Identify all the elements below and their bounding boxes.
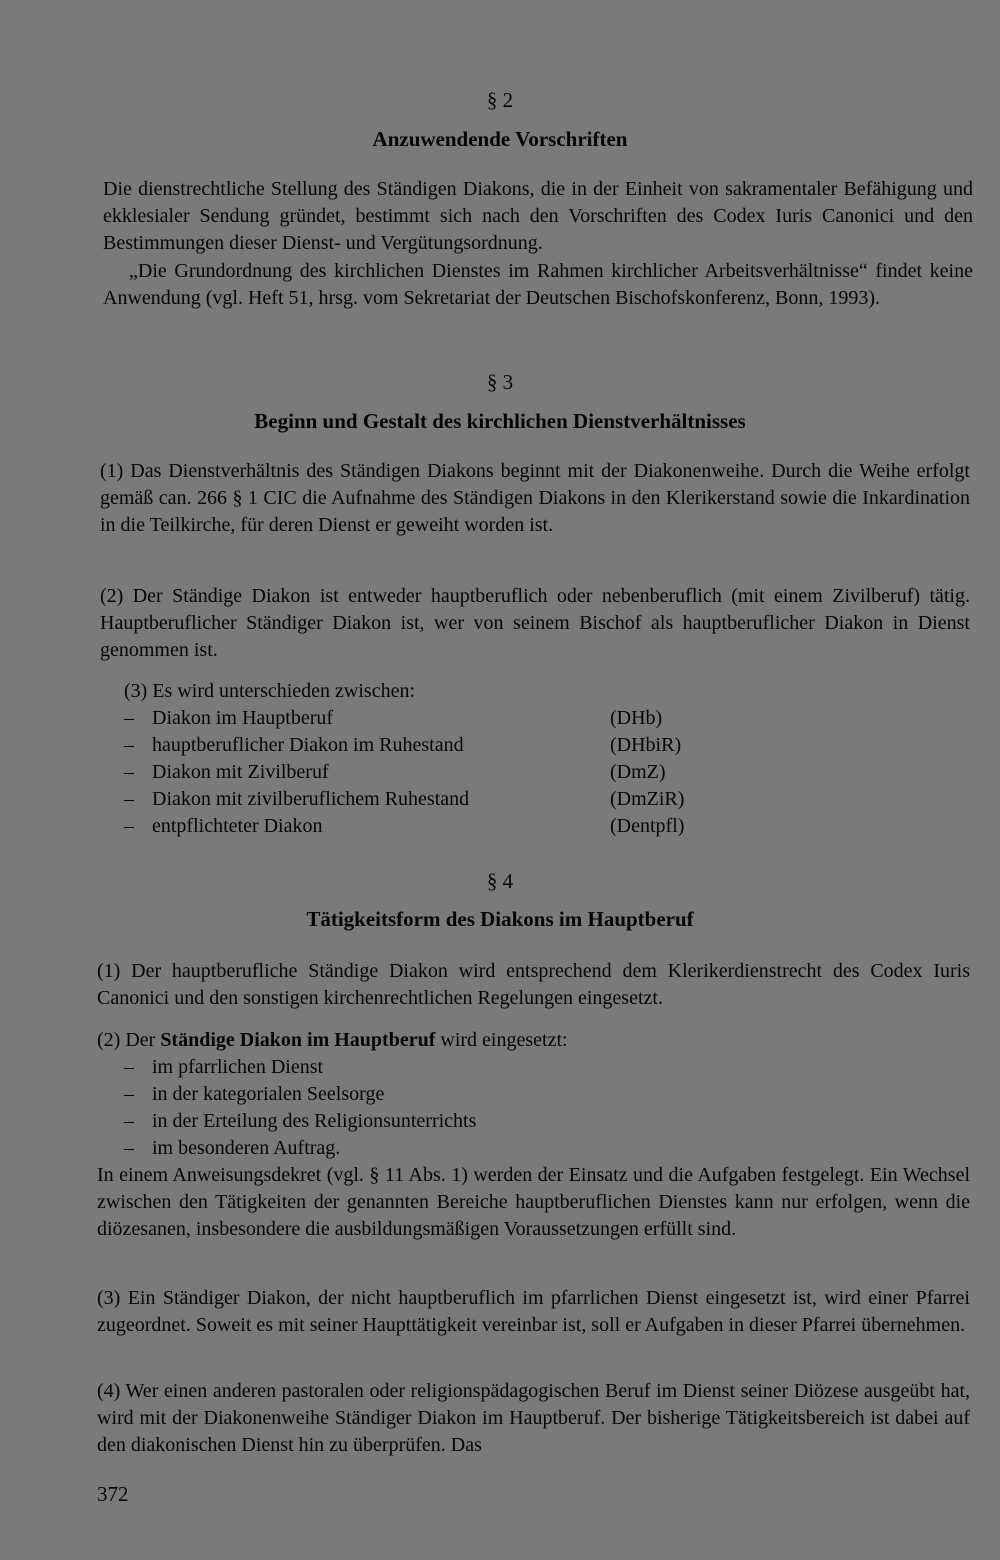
list-dash: – — [124, 788, 134, 810]
paragraph: (1) Das Dienstverhältnis des Ständigen Diakons beginnt mit der Diakonenweihe. Durch die Weihe erfolgt gemäß can. 266 § 1 CIC die Aufnahme des Ständigen Diakons in den Klerikerstand sowie die Inkardination in die Teilkirche, für deren Dienst er geweiht worden ist. — [100, 460, 970, 537]
paragraph: (1) Der hauptberufliche Ständige Diakon wird entsprechend dem Klerikerdienstrecht des Codex Iuris Canonici und den sonstigen kirchenrechtlichen Regelungen eingesetzt. — [97, 960, 970, 1010]
paragraph: Die dienstrechtliche Stellung des Ständigen Diakons, die in der Einheit von sakramentaler Befähigung und ekklesialer Sendung gründet, bestimmt sich nach den Vorschriften des Codex Iuris Canonici und den Bestimmungen dieser Dienst- und Vergütungsordnung. — [103, 178, 973, 255]
paragraph: „Die Grundordnung des kirchlichen Dienstes im Rahmen kirchlicher Arbeitsverhältnisse“ findet keine Anwendung (vgl. Heft 51, hrsg. vom Sekretariat der Deutschen Bischofskonferenz, Bonn, 1993). — [103, 259, 973, 309]
paragraph-text: wird eingesetzt: — [435, 1029, 568, 1051]
list-item-label: in der kategorialen Seelsorge — [152, 1083, 385, 1105]
section-title: Tätigkeitsform des Diakons im Hauptberuf — [306, 907, 694, 931]
list-item-label: im pfarrlichen Dienst — [152, 1056, 324, 1078]
emphasis-text: Ständige Diakon im Hauptberuf — [160, 1029, 436, 1051]
list-dash: – — [124, 707, 134, 729]
list-item-label: hauptberuflicher Diakon im Ruhestand — [152, 734, 464, 756]
section-body — [103, 176, 973, 312]
list-item-label: im besonderen Auftrag. — [152, 1137, 341, 1159]
list-item-abbreviation: (DHb) — [610, 707, 663, 729]
list-item-label: Diakon mit zivilberuflichem Ruhestand — [152, 788, 470, 810]
list-item-abbreviation: (DmZiR) — [610, 788, 685, 810]
list-item-label: in der Erteilung des Religionsunterrichts — [152, 1110, 477, 1132]
list-dash: – — [124, 1056, 134, 1078]
section-title: Beginn und Gestalt des kirchlichen Dienstverhältnisses — [254, 409, 746, 433]
list-dash: – — [124, 815, 134, 837]
list-item-label: entpflichteter Diakon — [152, 815, 323, 837]
list-dash: – — [124, 1137, 134, 1159]
list-item-abbreviation: (DHbiR) — [610, 734, 682, 756]
list-dash: – — [124, 734, 134, 756]
list-item-abbreviation: (DmZ) — [610, 761, 666, 783]
paragraph: (2) Der Ständige Diakon ist entweder hauptberuflich oder nebenberuflich (mit einem Zivilberuf) tätig. Hauptberuflicher Ständiger Diakon ist, wer von seinem Bischof als hauptberuflicher Diakon in Dienst genommen ist. — [100, 585, 970, 662]
paragraph-text: (2) Der — [97, 1029, 161, 1051]
section-number: § 3 — [486, 370, 514, 394]
section-number: § 4 — [486, 869, 514, 893]
section-title: Anzuwendende Vorschriften — [372, 127, 628, 151]
section-number: § 2 — [486, 88, 514, 112]
paragraph: (3) Ein Ständiger Diakon, der nicht hauptberuflich im pfarrlichen Dienst eingesetzt ist, wird einer Pfarrei zugeordnet. Soweit es mit seiner Haupttätigkeit vereinbar ist, soll er Aufgaben in dieser Pfarrei übernehmen. — [97, 1287, 970, 1337]
list-dash: – — [124, 1110, 134, 1132]
list-item-abbreviation: (Dentpfl) — [610, 815, 685, 837]
paragraph: In einem Anweisungsdekret (vgl. § 11 Abs. 1) werden der Einsatz und die Aufgaben festgelegt. Ein Wechsel zwischen den Tätigkeiten der genannten Bereiche hauptberuflichen Dienstes kann nur erfolgen, wenn die diözesanen, insbesondere die ausbildungsmäßigen Voraussetzungen erfüllt sind. — [97, 1164, 970, 1241]
list-dash: – — [124, 761, 134, 783]
list-item-label: Diakon im Hauptberuf — [152, 707, 334, 729]
page-number: 372 — [97, 1482, 129, 1506]
list-item-label: Diakon mit Zivilberuf — [152, 761, 329, 783]
paragraph: (4) Wer einen anderen pastoralen oder religionspädagogischen Beruf im Dienst seiner Diözese ausgeübt hat, wird mit der Diakonenweihe Ständiger Diakon im Hauptberuf. Der bisherige Tätigkeitsbereich ist dabei auf den diakonischen Dienst hin zu überprüfen. Das — [97, 1380, 970, 1457]
list-dash: – — [124, 1083, 134, 1105]
list-intro: (3) Es wird unterschieden zwischen: — [124, 680, 416, 702]
paragraph-intro — [97, 1027, 970, 1054]
